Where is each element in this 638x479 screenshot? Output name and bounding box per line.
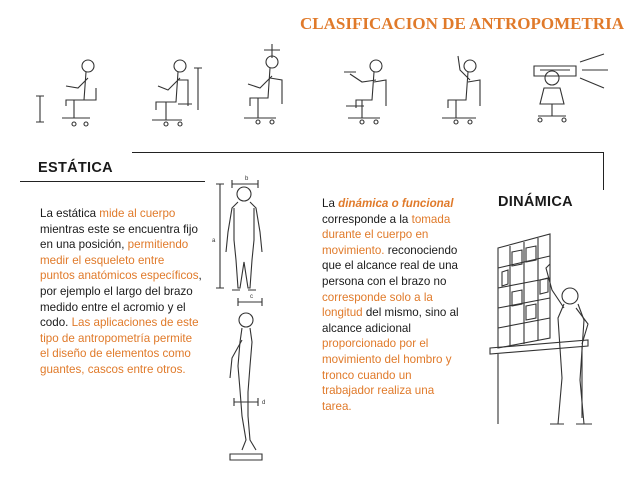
dynamic-text-2: corresponde a la <box>322 212 412 226</box>
static-text-2: mientras este se encuentra fijo en una posición, <box>40 222 198 252</box>
label-a: a <box>212 238 216 244</box>
dynamic-text-3: tomada durante el cuerpo en movimiento. <box>322 212 451 257</box>
seated-figure-2 <box>152 60 202 126</box>
static-section-label: ESTÁTICA <box>38 160 113 176</box>
standing-body-illustration <box>212 170 282 465</box>
dynamic-text-4: reconociendo que el alcance real de una persona con el brazo no <box>322 243 459 288</box>
dynamic-paragraph <box>322 196 462 414</box>
static-text-5: Las aplicaciones de este tipo de antropometría permite el diseño de elementos como guantes, cascos entre otros. <box>40 316 199 376</box>
seated-postures-illustration <box>0 0 638 140</box>
dynamic-reach-illustration <box>488 228 618 428</box>
static-text-4: , por ejemplo el largo del brazo medido entre el acromio y el codo. <box>40 269 202 330</box>
dynamic-text-7: proporcionado por el movimiento del hombro y tronco cuando un trabajador realiza una tarea. <box>322 337 452 413</box>
side-body-figure <box>230 313 256 450</box>
shelf-unit <box>498 234 550 348</box>
dimension-line-a <box>216 184 224 288</box>
dimension-line-d <box>234 398 258 406</box>
static-vertical-rule <box>603 152 604 190</box>
seated-figure-6 <box>534 54 608 122</box>
dynamic-section-label: DINÁMICA <box>498 194 573 210</box>
page-title: CLASIFICACION DE ANTROPOMETRIA <box>300 14 624 33</box>
static-text-3: permitiendo medir el esqueleto entre puntos anatómicos específicos <box>40 238 199 283</box>
seated-figure-4 <box>344 60 386 124</box>
seated-figure-3 <box>244 44 282 124</box>
worktable <box>490 340 588 424</box>
dynamic-text-6: del mismo, sino al alcance adicional <box>322 306 459 335</box>
label-c: c <box>250 294 253 300</box>
seated-figure-5 <box>442 56 480 124</box>
front-body-figure <box>226 187 262 290</box>
static-text-1: mide al cuerpo <box>99 207 176 220</box>
label-b: b <box>245 176 249 182</box>
static-left-rule <box>20 181 205 182</box>
seated-figure-1 <box>36 60 96 126</box>
dynamic-text-1: dinámica o funcional <box>338 197 454 210</box>
static-text-0: La estática <box>40 207 100 220</box>
static-horizontal-rule <box>132 152 603 153</box>
label-d: d <box>262 400 266 406</box>
side-figure-base <box>230 454 262 460</box>
dynamic-text-5: corresponde solo a la longitud <box>322 290 433 320</box>
static-paragraph <box>40 206 202 378</box>
worker-figure <box>546 264 592 424</box>
dynamic-text-0: La <box>322 197 339 210</box>
